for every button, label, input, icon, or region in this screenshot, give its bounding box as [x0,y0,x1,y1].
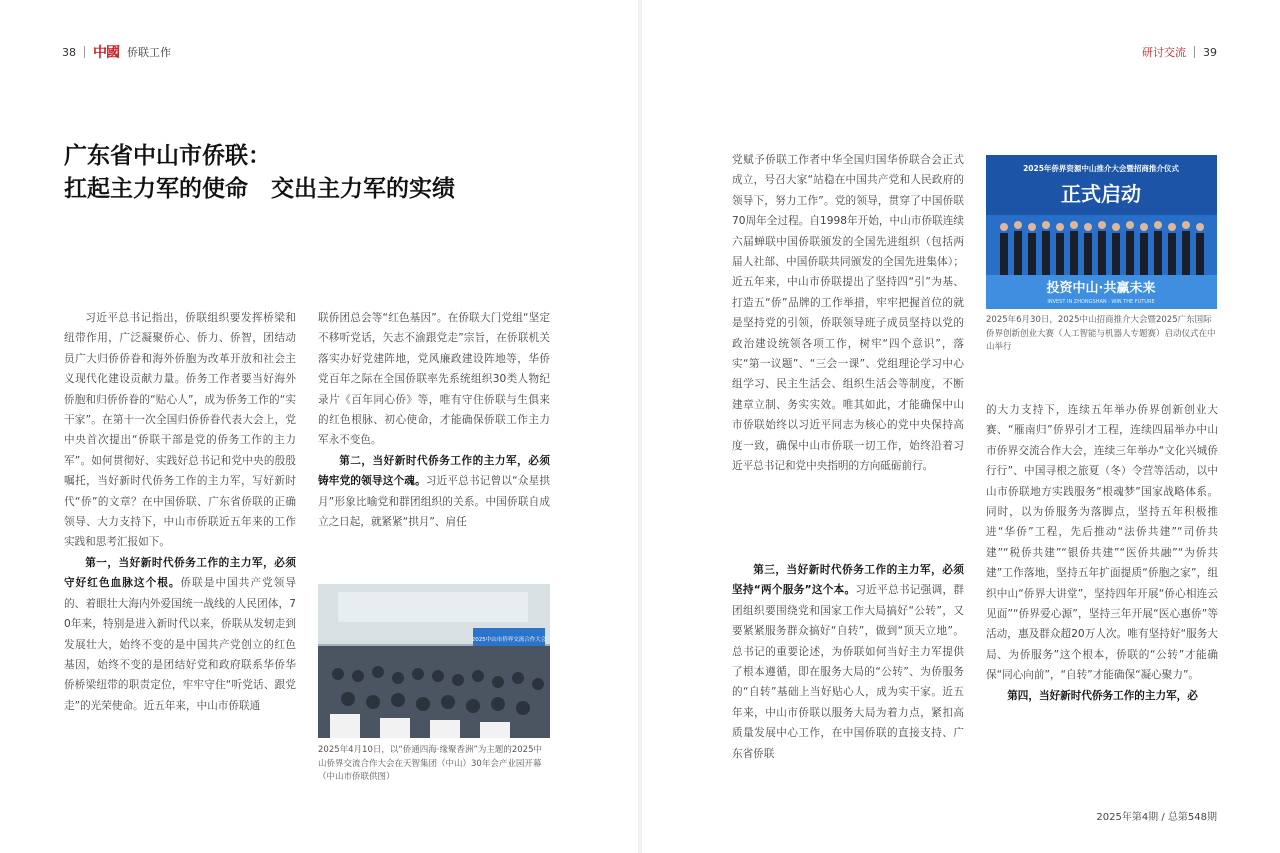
head-divider [84,46,85,58]
left-running-head [62,42,171,62]
article-title [64,140,584,206]
paragraph [318,451,550,533]
right-page-number: 39 [1203,45,1217,59]
title-line-2: 扛起主力军的使命 交出主力军的实绩 [64,176,455,202]
head-divider [1194,46,1195,58]
right-running-head [1142,42,1217,62]
section-heading: 第二，当好新时代侨务工作的主力军，必须铸牢党的领导这个魂。 [318,454,550,488]
paragraph [986,686,1218,706]
page-gutter [638,0,642,853]
banner-slogan-en: INVEST IN ZHONGSHAN · WIN THE FUTURE [1047,299,1155,305]
section-heading: 第四，当好新时代侨务工作的主力军，必 [1007,689,1198,702]
text-column-2 [318,308,550,580]
conference-photo [318,584,550,738]
photo-caption: 2025年4月10日，以“侨通四海·缘聚香洲”为主题的2025中山侨界交流合作大会在天智集团（中山）30年会产业园开幕（中山市侨联供图） [318,745,542,782]
left-page-number: 38 [62,45,76,59]
paragraph-text: 习近平总书记曾以“众星拱月”形象比喻党和群团组织的关系。中国侨联自成立之日起，就紧紧“拱月”、肩任 [318,475,550,529]
banner-headline: 2025年侨界资源中山推介大会暨招商推介仪式 [1023,164,1179,173]
banner-launch-text: 正式启动 [1061,182,1141,206]
paragraph: 习近平总书记指出，侨联组织要发挥桥梁和纽带作用，广泛凝聚侨心、侨力、侨智，团结动员广大归侨侨眷和海外侨胞为改革开放和社会主义现代化建设贡献力量。侨务工作者要当好海外侨胞和归侨侨眷的“贴心人”，成为侨务工作的“实干家”。在第十一次全国归侨侨眷代表大会上，党中央首次提出“侨联干部是党的侨务工作的主力军”。如何贯彻好、实践好总书记和党中央的殷殷嘱托，当好新时代侨务工作的主力军，写好新时代“侨”的文章？在中国侨联、广东省侨联的正确领导、大力支持下，中山市侨联近五年来的工作实践和思考汇报如下。 [64,312,296,549]
text-column-1 [64,308,296,788]
conference-banner-text: 2025中山市侨界交流合作大会 [471,637,547,643]
section-name: 研讨交流 [1142,46,1186,59]
paragraph [64,553,296,716]
section-heading: 第一，当好新时代侨务工作的主力军，必须守好红色血脉这个根。 [64,556,296,590]
title-line-1: 广东省中山市侨联： [64,143,271,169]
paragraph [732,560,964,764]
launch-ceremony-illustration [986,155,1217,309]
section-heading: 第三，当好新时代侨务工作的主力军，必须坚持“两个服务”这个本。 [732,564,964,597]
magazine-name: 侨联工作 [127,46,171,59]
paragraph-text: 习近平总书记强调，群团组织要围绕党和国家工作大局搞好“公转”，又要紧紧服务群众搞好“自转”，做到“顶天立地”。总书记的重要论述，为侨联如何当好主力军提供了根本遵循，即在服务大局的“公转”、为侨服务的“自转”基础上当好贴心人，成为实干家。近五年来，中山市侨联以服务大局为着力点，紧扣高质量发展中心工作，在中国侨联的直接支持、广东省侨联 [732,584,964,760]
issue-footer: 2025年第4期 / 总第548期 [1096,812,1217,823]
launch-ceremony-photo [986,155,1217,309]
conference-photo-illustration [318,584,550,738]
magazine-logo: 中國 [93,45,119,61]
paragraph: 联侨团总会等“红色基因”。在侨联大门党组“坚定不移听党话，矢志不渝跟党走”宗旨，在侨联机关落实办好党建阵地，党风廉政建设阵地等，华侨党百年之际在全国侨联率先系统组织30类人物纪录片《百年同心侨》等，唯有守住侨联与生俱来的红色根脉、初心使命，才能确保侨联工作主力军永不变色。 [318,312,550,447]
paragraph-text: 侨联是中国共产党领导的、着眼壮大海内外爱国统一战线的人民团体，70年来，特别是进入新时代以来，侨联从发轫走到发展壮大，始终不变的是中国共产党创立的红色基因，始终不变的是团结好党和政府联系华侨华侨桥梁纽带的职责定位，牢牢守住“听党话、跟党走”的光荣使命。近五年来，中山市侨联通 [64,577,296,712]
paragraph: 的大力支持下，连续五年举办侨界创新创业大赛、“雁南归”侨界引才工程，连续四届举办中山市侨界交流合作大会，连续三年举办“文化兴城侨行行”、中国寻根之旅夏（冬）令营等活动，以中山市侨联地方实践服务“根魂梦”国家战略体系。同时，以为侨服务为落脚点，坚持五年积极推进“华侨”工程，先后推动“法侨共建”“司侨共建”“税侨共建”“银侨共建”“医侨共融”“为侨共建”工作落地，坚持五年扩面提质“侨胞之家”，组织中山“侨界大讲堂”，坚持四年开展“侨心相连云见面”“侨界爱心源”，坚持三年开展“医心惠侨”等活动，惠及群众超20万人次。唯有坚持好“服务大局、为侨服务”这个根本，侨联的“公转”才能确保“同心向前”，“自转”才能确保“凝心聚力”。 [986,404,1218,682]
text-column-5 [986,400,1218,792]
banner-slogan: 投资中山·共赢未来 [1046,281,1156,296]
text-column-4 [732,560,964,792]
photo-caption: 2025年6月30日，2025中山招商推介大会暨2025广东国际侨界创新创业大赛（人工智能与机器人专题赛）启动仪式在中山举行 [986,315,1216,352]
paragraph: 党赋予侨联工作者中华全国归国华侨联合会正式成立，号召大家“站稳在中国共产党和人民政府的领导下，努力工作”。党的领导，贯穿了中国侨联70周年全过程。自1998年开始，中山市侨联连续六届蝉联中国侨联颁发的全国先进组织（包括两届人社部、中国侨联共同颁发的全国先进集体）；近五年来，中山市侨联提出了坚持四“引”为基、打造五“侨”品牌的工作举措，牢牢把握首位的就是坚持党的引领，侨联领导班子成员坚持以党的政治建设统领各项工作，树牢“四个意识”，落实“第一议题”、“三会一课”、党组理论学习中心组学习、民主生活会、组织生活会等制度，不断建章立制、务实实效。唯其如此，才能确保中山市侨联始终以习近平同志为核心的党中央保持高度一致，确保中山市侨联一切工作，始终沿着习近平总书记和党中央指明的方向砥砺前行。 [732,154,964,473]
text-column-3 [732,150,964,558]
